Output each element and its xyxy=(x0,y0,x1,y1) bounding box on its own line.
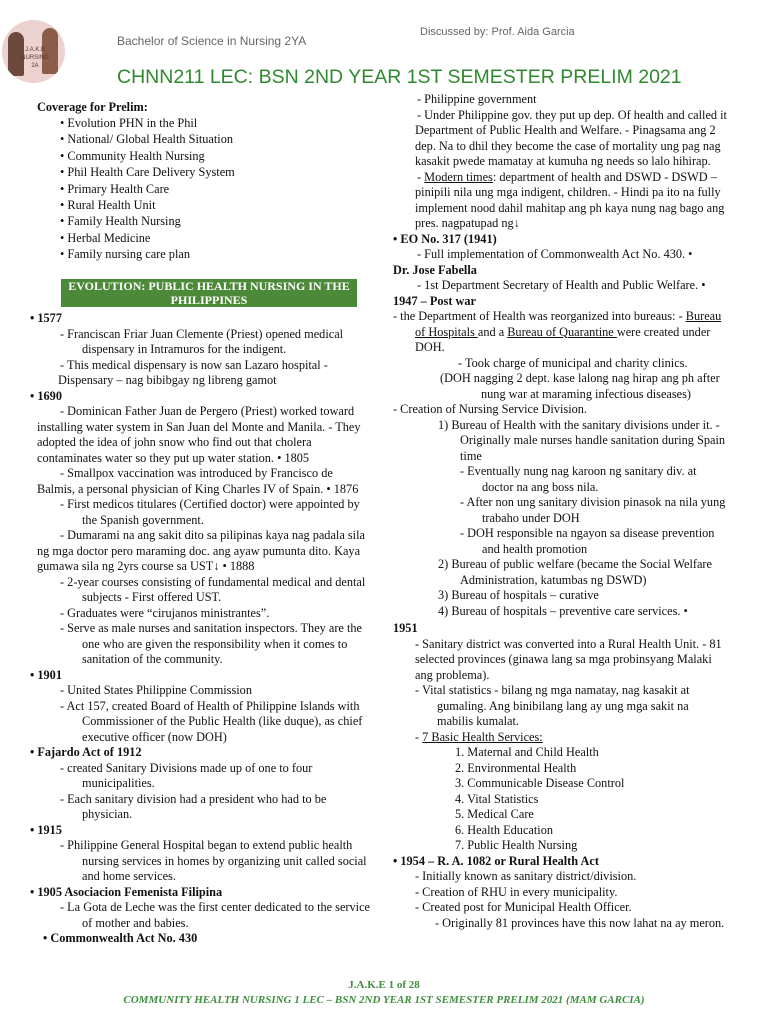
text-line: gumaling. Ang binibilang lang ay ung mga sakit na xyxy=(437,698,689,713)
list-item: • Family Health Nursing xyxy=(60,214,181,229)
coverage-list xyxy=(60,116,235,263)
text-line: - Full implementation of Commonwealth Act No. 430. • xyxy=(417,247,693,261)
text-line: - Vital statistics - bilang ng mga namatay, nag kasakit at xyxy=(415,683,690,697)
year-1577: • 1577 xyxy=(30,311,62,325)
text-line: (DOH nagging 2 dept. kase lalong nag hirap ang ph after xyxy=(440,371,720,385)
year-1915: • 1915 xyxy=(30,822,62,837)
list-item: • Family nursing care plan xyxy=(60,247,190,262)
list-item: 4. Vital Statistics xyxy=(455,791,539,806)
list-item: • Rural Health Unit xyxy=(60,197,156,212)
text-line: - Each sanitary division had a president who had to be xyxy=(60,791,327,806)
text-line: and home services. xyxy=(82,869,176,883)
basic-services-label: 7 Basic Health Services: xyxy=(422,729,543,744)
text-line: Originally male nurses handle sanitation during Spain xyxy=(460,433,726,447)
text-line: - First medicos titulares (Certified doctor) were appointed by xyxy=(60,497,360,511)
text-line: dep. Na to dhil they become the case of mortality ung pag nag xyxy=(415,138,721,153)
text-line: implement nood dahil mahitap ang ph kaya nung nag bago ang xyxy=(415,200,725,215)
text-fragment: and a xyxy=(477,324,508,339)
text-line: - Eventually nung nag karoon ng sanitary div. at xyxy=(460,464,697,478)
text-line: - Sanitary district was converted into a Rural Health Unit. - 81 xyxy=(415,636,722,651)
text-line: mabilis kumalat. xyxy=(437,714,519,728)
text-line: - Act 157, created Board of Health of Philippine Islands with xyxy=(60,698,360,713)
text-fragment: - the Department of Health was reorganized into bureaus: - xyxy=(393,309,686,323)
text-line: - Graduates were “cirujanos ministrantes”. xyxy=(60,605,270,620)
text-fragment: : department of health and DSWD - DSWD – xyxy=(492,169,717,184)
logo-text: J.A.K.E NURSING 2A xyxy=(21,47,49,69)
list-item: • Phil Health Care Delivery System xyxy=(60,165,235,180)
text-line: gumawa sila ng 2yrs course sa UST↓ • 1888 xyxy=(37,559,255,573)
text-line: Dispensary – nag bibibgay ng libreng gamot xyxy=(58,373,277,387)
text-line: - Dominican Father Juan de Pergero (Priest) worked toward xyxy=(60,404,355,418)
fajardo-act: • Fajardo Act of 1912 xyxy=(30,745,142,759)
bureau-of-quarantine-label: Bureau of Quarantine xyxy=(507,324,617,339)
text-line: pinipili nila ung mga indigent, children. - Hindi pa ito na fully xyxy=(415,185,721,199)
commonwealth-act: • Commonwealth Act No. 430 xyxy=(43,931,198,945)
right-column xyxy=(390,92,768,931)
logo xyxy=(2,20,65,83)
text-line: - Philippine General Hospital began to extend public health xyxy=(60,838,353,852)
text-line: adopted the idea of john snow who find out that cholera xyxy=(37,435,312,449)
coverage-heading: Coverage for Prelim: xyxy=(37,100,148,114)
text-line: - Dumarami na ang sakit dito sa pilipinas kaya nag padala sila xyxy=(60,528,365,542)
text-line: Administration, katumbas ng DSWD) xyxy=(460,572,647,587)
text-line: doctor na ang boss nila. xyxy=(482,479,599,494)
list-item: • Primary Health Care xyxy=(60,181,170,196)
text-line: - This medical dispensary is now san Lazaro hospital - xyxy=(60,357,328,372)
text-line: time xyxy=(460,448,482,463)
text-line: DOH. xyxy=(415,340,445,354)
text-line: nursing services in homes by organizing unit called social xyxy=(82,853,367,868)
year-1901: • 1901 xyxy=(30,667,62,682)
text-line: 3) Bureau of hospitals – curative xyxy=(438,588,599,602)
section-heading xyxy=(61,279,357,307)
bureaus-line xyxy=(390,309,768,325)
text-line: 2) Bureau of public welfare (became the Social Welfare xyxy=(438,557,712,571)
text-line: - 1st Department Secretary of Health and Public Welfare. • xyxy=(417,278,706,292)
text-line: sanitation of the community. xyxy=(82,652,223,666)
bureau-of-hospitals-label: of Hospitals xyxy=(415,324,478,339)
modern-times-line: - Modern times: department of health and DSWD - DSWD – xyxy=(417,169,717,184)
text-line: - After non ung sanitary division pinasok na nila yung xyxy=(460,495,726,509)
list-item: 5. Medical Care xyxy=(455,807,534,821)
page-number: J.A.K.E 1 of 28 xyxy=(348,979,420,991)
text-line: dispensary in Intramuros for the indigent. xyxy=(82,342,287,356)
text-line: municipalities. xyxy=(82,776,155,790)
text-line: one who are given the responsibility when it comes to xyxy=(82,636,348,651)
text-line: - Creation of Nursing Service Division. xyxy=(393,402,587,416)
year-1690: • 1690 xyxy=(30,388,62,403)
text-line: executive officer (now DOH) xyxy=(82,729,227,744)
text-line: and health promotion xyxy=(482,541,588,556)
text-line: installing water system in San Juan del Monte and Manila. - They xyxy=(37,419,361,434)
text-line: - Took charge of municipal and charity clinics. xyxy=(458,355,688,370)
asociacion-femenista: • 1905 Asociacion Femenista Filipina xyxy=(30,884,223,899)
text-line: - La Gota de Leche was the first center dedicated to the service xyxy=(60,900,371,914)
section-heading-line: PHILIPPINES xyxy=(170,293,248,307)
text-line: trabaho under DOH xyxy=(482,510,580,525)
text-line: - United States Philippine Commission xyxy=(60,683,252,697)
text-line: Commissioner of the Public Health (like duque), as chief xyxy=(82,714,363,728)
text-line: - Franciscan Friar Juan Clemente (Priest) opened medical xyxy=(60,326,344,341)
list-item: 2. Environmental Health xyxy=(455,760,577,775)
list-item: • Evolution PHN in the Phil xyxy=(60,116,198,130)
text-line: contaminates water so they put up water station. • 1805 xyxy=(37,450,310,465)
text-line: Balmis, a personal physician of King Charles IV of Spain. • 1876 xyxy=(37,481,359,496)
list-item: • Community Health Nursing xyxy=(60,148,205,163)
text-line: - Originally 81 provinces have this now lahat na ay meron. xyxy=(435,915,725,930)
dr-jose-fabella: Dr. Jose Fabella xyxy=(393,262,477,277)
running-title: COMMUNITY HEALTH NURSING 1 LEC – BSN 2ND YEAR 1ST SEMESTER PRELIM 2021 (MAM GARCIA) xyxy=(123,994,645,1006)
text-line: ang problema). xyxy=(415,667,490,682)
text-line: 4) Bureau of hospitals – preventive care services. • xyxy=(438,603,688,618)
timeline-left xyxy=(0,311,370,947)
text-line: - Created post for Municipal Health Officer. xyxy=(415,900,632,914)
text-line: - Philippine government xyxy=(417,92,537,106)
text-line: kasakit pwede mamatay at kumuha ng needs so lalo hihirap. xyxy=(415,154,711,168)
discussed-by: Discussed by: Prof. Aida Garcia xyxy=(420,26,575,38)
text-line: of mother and babies. xyxy=(82,915,189,930)
list-item: 1. Maternal and Child Health xyxy=(455,745,599,759)
text-line: - Under Philippine gov. they put up dep. Of health and called it xyxy=(417,107,727,122)
text-line: pres. nagpatupad ng↓ xyxy=(415,216,520,230)
basic-services-list xyxy=(390,745,768,854)
basic-services-heading: - 7 Basic Health Services: xyxy=(415,729,543,744)
list-item: 3. Communicable Disease Control xyxy=(455,776,625,790)
text-line: - created Sanitary Divisions made up of one to four xyxy=(60,760,313,775)
text-line: - Smallpox vaccination was introduced by Francisco de xyxy=(60,466,333,480)
section-heading-line: EVOLUTION: PUBLIC HEALTH NURSING IN THE xyxy=(68,279,350,293)
text-line: the Spanish government. xyxy=(82,512,204,527)
year-1947: 1947 – Post war xyxy=(393,293,476,308)
year-1951: 1951 xyxy=(393,621,418,635)
text-line: physician. xyxy=(82,807,133,821)
text-line: - 2-year courses consisting of fundamental medical and dental xyxy=(60,574,366,589)
text-line: ng mga doctor pero maraming doc. ang ayaw pumunta dito. Kaya xyxy=(37,543,361,558)
bureau-of-hospitals-label: Bureau xyxy=(685,309,722,323)
rural-health-act: • 1954 – R. A. 1082 or Rural Health Act xyxy=(393,853,599,868)
text-line: - DOH responsible na ngayon sa disease prevention xyxy=(460,526,715,540)
text-line: subjects - First offered UST. xyxy=(82,590,222,604)
text-fragment: were created under xyxy=(616,324,711,339)
text-line: - Creation of RHU in every municipality. xyxy=(415,884,618,899)
list-item: 7. Public Health Nursing xyxy=(455,838,578,852)
modern-times-label: Modern times xyxy=(424,169,493,184)
text-line: - Serve as male nurses and sanitation inspectors. They are the xyxy=(60,621,362,635)
text-line: 1) Bureau of Health with the sanitary divisions under it. - xyxy=(438,417,720,432)
list-item: • Herbal Medicine xyxy=(60,230,151,245)
text-line: Department of Public Health and Welfare. - Pinagsama ang 2 xyxy=(415,123,716,137)
text-line: nung war at maraming infectious diseases) xyxy=(481,386,692,401)
text-line: - Initially known as sanitary district/division. xyxy=(415,869,637,883)
list-item: 6. Health Education xyxy=(455,822,554,837)
page-title: CHNN211 LEC: BSN 2ND YEAR 1ST SEMESTER PRELIM 2021 xyxy=(117,66,682,88)
course-name: Bachelor of Science in Nursing 2YA xyxy=(117,34,307,48)
eo-317: • EO No. 317 (1941) xyxy=(393,231,497,246)
text-line: selected provinces (ginawa lang sa mga probinsyang Malaki xyxy=(415,652,712,666)
list-item: • National/ Global Health Situation xyxy=(60,132,234,147)
bureaus-line xyxy=(390,325,768,341)
